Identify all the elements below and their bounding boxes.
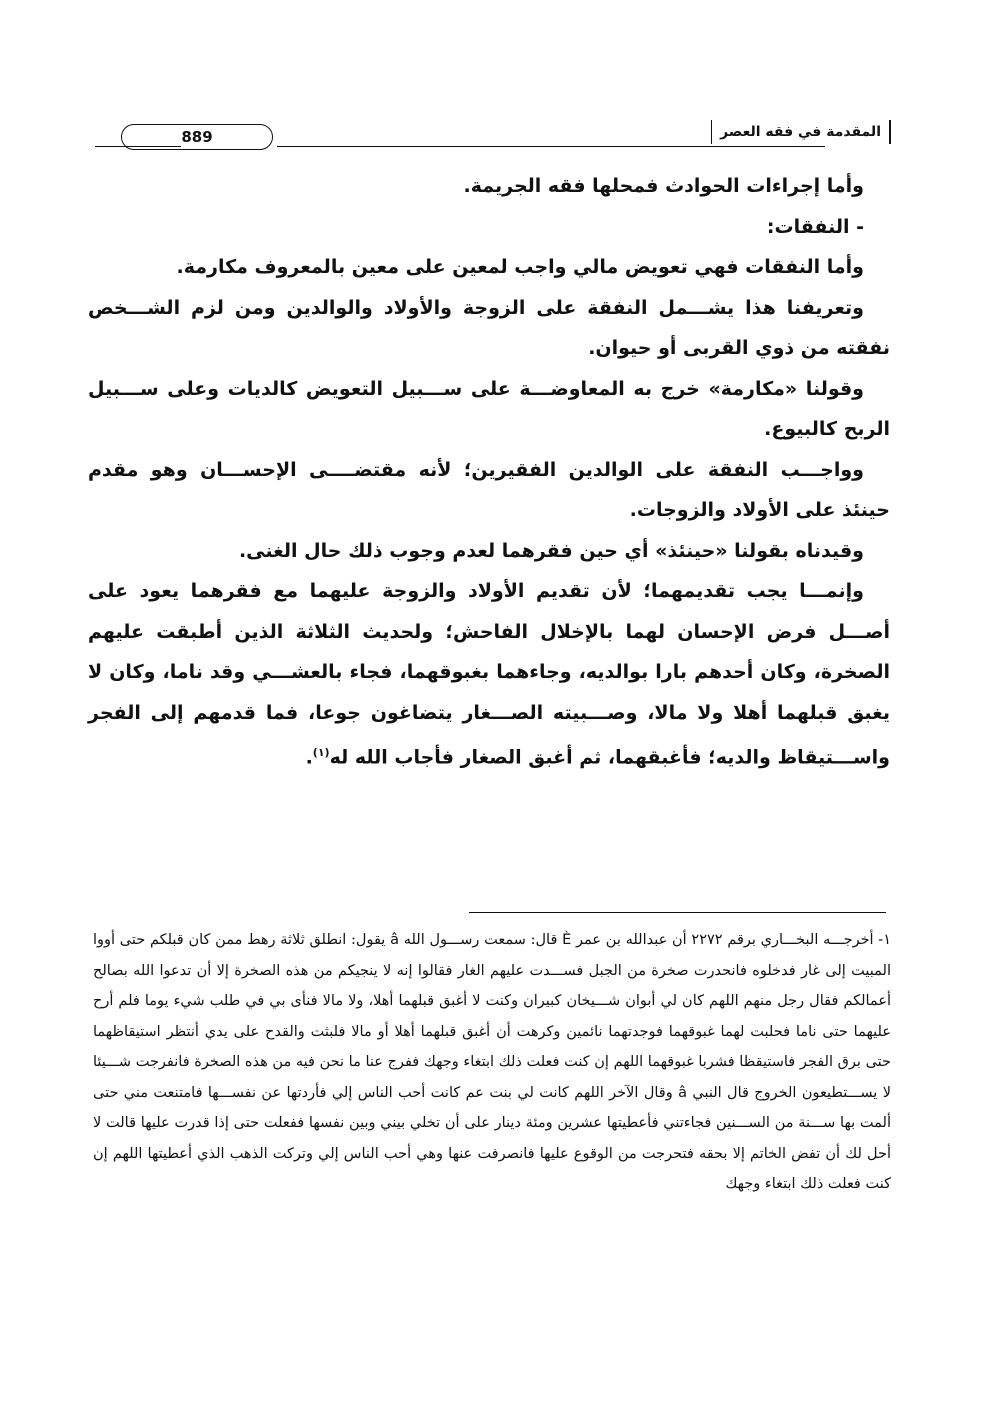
page-number: 889	[121, 124, 273, 150]
header-rule	[277, 146, 825, 147]
paragraph-definition-scope: وتعريفنا هذا يشـــمل النفقة على الزوجة والأولاد والوالدين ومن لزم الشـــخص نفقته من ذوي القربى أو حيوان.	[88, 296, 890, 359]
footnote-part: قال: سمعت رســـول الله	[398, 932, 563, 948]
footnote-part: يقول: انطلق ثلاثة رهط ممن كان قبلكم حتى أووا المبيت إلى غار فدخلوه فانحدرت صخرة من الجبل فســـدت عليهم الغار فقالوا إنه لا ينجيكم من هذه الصخرة إلا أن تدعوا الله بصالح أعمالكم فقال رجل منهم اللهم كان لي أبوان شـــيخان كبيران وكنت لا أغبق قبلهما أهلا، ولا مالا فنأى بي في طلب شيء يوما فلم أرح عليهما حتى ناما فحلبت لهما غبوقهما فوجدتهما نائمين وكرهت أن أغبق قبلهما أهلا أو مالا فلبثت والقدح على يدي أنتظر استيقاظهما حتى برق الفجر فاستيقظا فشربا غبوقهما اللهم إن كنت فعلت ذلك ابتغاء وجهك ففرج عنا ما نحن فيه من هذه الصخرة فانفرجت شـــيئا لا يســـتطيعون الخروج قال النبي	[93, 932, 891, 1101]
paragraph-makarama: وقولنا «مكارمة» خرج به المعاوضـــة على ســـبيل التعويض كالديات وعلى ســـبيل الربح كالبيوع.	[88, 377, 890, 440]
paragraph-end: .	[305, 746, 313, 769]
paragraph-precedence	[88, 571, 890, 778]
honorific-symbol: â	[678, 1084, 687, 1101]
honorific-symbol: â	[390, 932, 399, 948]
paragraph-text: وإنمـــا يجب تقديمهما؛ لأن تقديم الأولاد والزوجة عليهما مع فقرهما يعود على أصـــل فرض الإحسان لهما بالإخلال الفاحش؛ ولحديث الثلاثة الذين أطبقت عليهم الصخرة، وكان أحدهم بارا بوالديه، وجاءهما بغبوقهما، فجاء بالعشـــي وقد ناما، وكان لا يغبق قبلهما أهلا ولا مالا، وصـــبيته الصـــغار يتضاغون جوعا، فما قدمهم إلى الفجر واســـتيقاظ والديه؛ فأغبقهما، ثم أغبق الصغار فأجاب الله له	[88, 580, 890, 769]
paragraph-crime-procedures: وأما إجراءات الحوادث فمحلها فقه الجريمة.	[463, 175, 864, 197]
section-heading-expenses: - النفقات:	[766, 215, 864, 238]
bold-phrase: وواجـــب النفقة على الوالدين الفقيرين؛	[463, 458, 864, 481]
paragraph-restriction: وقيدناه بقولنا «حينئذ» أي حين فقرهما لعدم وجوب ذلك حال الغنى.	[238, 539, 864, 562]
footnote-reference[interactable]: (١)	[312, 746, 330, 759]
honorific-symbol: È	[562, 932, 572, 948]
page-header	[95, 118, 891, 148]
footnote-part: ١- أخرجـــه البخـــاري برقم ٢٢٧٢ أن عبدالله بن عمر	[571, 932, 892, 948]
paragraph-expenses-definition: وأما النفقات فهي تعويض مالي واجب لمعين على معين بالمعروف مكارمة.	[176, 256, 864, 278]
footnote-text	[93, 925, 891, 1200]
footnote	[93, 925, 891, 1200]
book-title: المقدمة في فقه العصر	[711, 120, 891, 144]
footnote-part: وقال الآخر اللهم كانت لي بنت عم كانت أحب الناس إلي فأردتها عن نفســـها فامتنعت مني حتى ألمت بها ســـنة من الســـنين فجاءتني فأعطيتها عشرين ومئة دينار على أن تخلي بيني وبين نفسها ففعلت حتى إذا قدرت عليها قالت لا أحل لك أن تفض الخاتم إلا بحقه فتحرجت من الوقوع عليها فانصرفت عنها وهي أحب الناس إلي وتركت الذهب الذي أعطيتها اللهم إن كنت فعلت ذلك ابتغاء وجهك	[93, 1084, 891, 1192]
paragraph-parents-duty	[88, 450, 890, 531]
main-text	[88, 166, 890, 778]
paragraph-text: لأنه مقتضــــى الإحســـان وهو مقدم حينئذ على الأولاد والزوجات.	[88, 458, 890, 521]
footnote-separator	[469, 912, 886, 913]
